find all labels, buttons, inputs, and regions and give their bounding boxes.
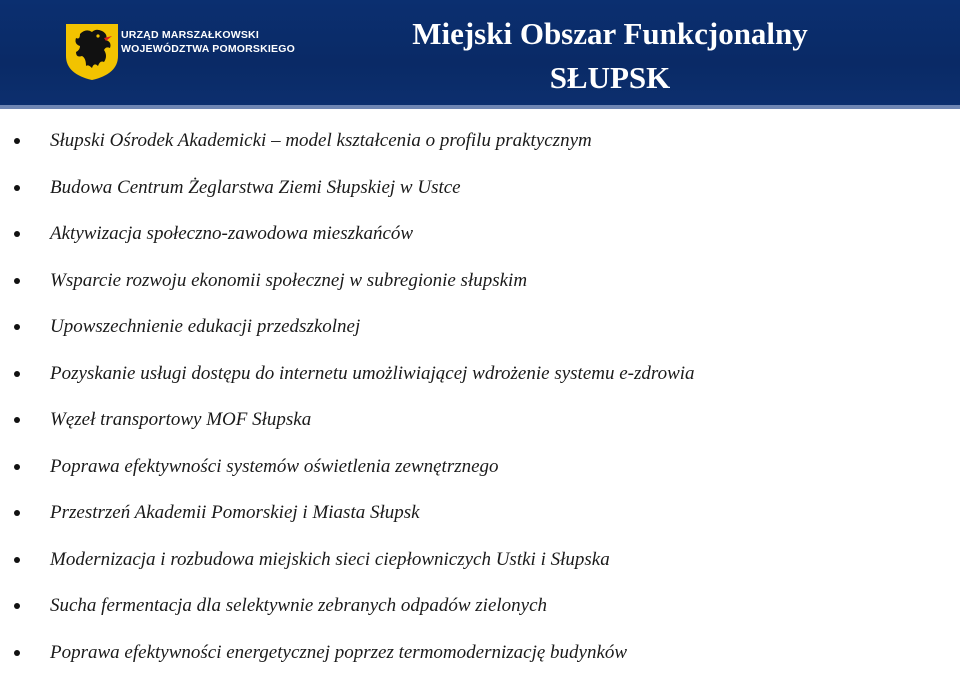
list-item — [0, 490, 960, 537]
list-item — [0, 351, 960, 398]
page-title — [360, 12, 860, 100]
bullet-icon — [14, 464, 20, 470]
list-item-text: Budowa Centrum Żeglarstwa Ziemi Słupskiej w Ustce — [50, 165, 461, 212]
list-item — [0, 258, 960, 305]
bullet-icon — [14, 650, 20, 656]
logo-text-line1: URZĄD MARSZAŁKOWSKI — [121, 28, 295, 42]
list-item-text: Upowszechnienie edukacji przedszkolnej — [50, 304, 360, 351]
page-title-line1: Miejski Obszar Funkcjonalny — [360, 12, 860, 56]
bullet-icon — [14, 557, 20, 563]
list-item-text: Węzeł transportowy MOF Słupska — [50, 397, 311, 444]
bullet-icon — [14, 185, 20, 191]
logo-text-line2: WOJEWÓDZTWA POMORSKIEGO — [121, 42, 295, 56]
bullet-icon — [14, 231, 20, 237]
list-item — [0, 537, 960, 584]
list-item — [0, 165, 960, 212]
list-item-text: Poprawa efektywności energetycznej poprzez termomodernizację budynków — [50, 630, 627, 676]
header-divider — [0, 105, 960, 109]
page-title-line2: SŁUPSK — [360, 56, 860, 100]
list-item — [0, 397, 960, 444]
bullet-icon — [14, 603, 20, 609]
list-item-text: Sucha fermentacja dla selektywnie zebranych odpadów zielonych — [50, 583, 547, 630]
bullet-icon — [14, 278, 20, 284]
bullet-icon — [14, 510, 20, 516]
list-item — [0, 118, 960, 165]
header-banner — [0, 0, 960, 105]
list-item-text: Aktywizacja społeczno-zawodowa mieszkańców — [50, 211, 413, 258]
list-item-text: Wsparcie rozwoju ekonomii społecznej w subregionie słupskim — [50, 258, 527, 305]
list-item — [0, 583, 960, 630]
bullet-icon — [14, 417, 20, 423]
pomeranian-griffin-coat-of-arms-icon — [62, 22, 122, 82]
bullet-icon — [14, 371, 20, 377]
bullet-icon — [14, 138, 20, 144]
list-item-text: Poprawa efektywności systemów oświetlenia zewnętrznego — [50, 444, 499, 491]
bullet-icon — [14, 324, 20, 330]
list-item-text: Modernizacja i rozbudowa miejskich sieci ciepłowniczych Ustki i Słupska — [50, 537, 610, 584]
list-item — [0, 211, 960, 258]
list-item-text: Pozyskanie usługi dostępu do internetu umożliwiającej wdrożenie systemu e-zdrowia — [50, 351, 695, 398]
list-item — [0, 304, 960, 351]
list-item-text: Przestrzeń Akademii Pomorskiej i Miasta Słupsk — [50, 490, 420, 537]
list-item — [0, 444, 960, 491]
list-item — [0, 630, 960, 676]
logo-text — [121, 28, 295, 56]
list-item-text: Słupski Ośrodek Akademicki – model kształcenia o profilu praktycznym — [50, 118, 592, 165]
project-list — [0, 118, 960, 676]
